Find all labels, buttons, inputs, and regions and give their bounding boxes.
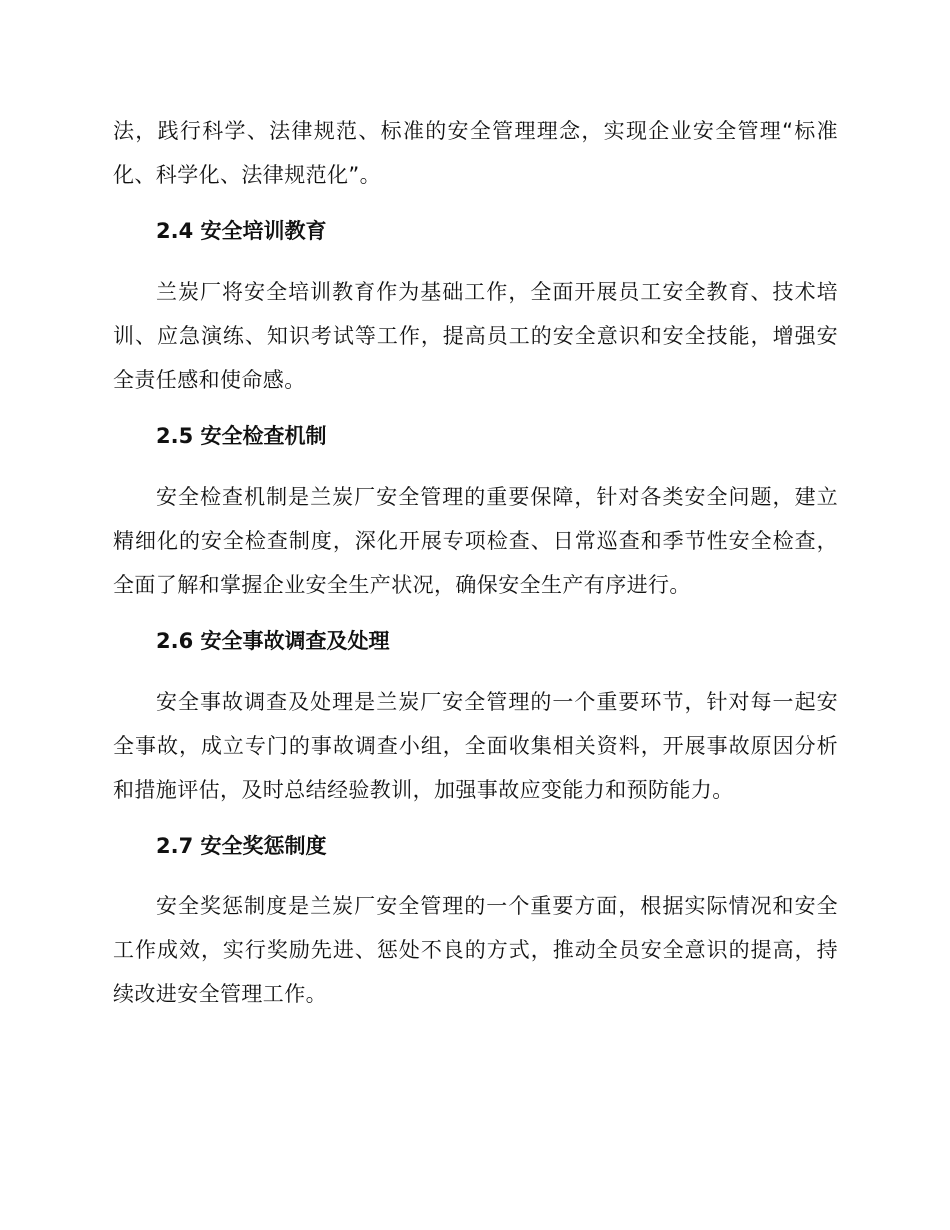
intro-line-1: 法，践行科学、法律规范、标准的安全管理理念，实现企业安全管理“标准 <box>113 119 838 143</box>
section-2-6-line-3: 和措施评估，及时总结经验教训，加强事故应变能力和预防能力。 <box>113 778 734 802</box>
section-heading-2-4: 2.4 安全培训教育 <box>156 219 327 243</box>
section-2-5-line-3: 全面了解和掌握企业安全生产状况，确保安全生产有序进行。 <box>113 573 691 597</box>
intro-line-2: 化、科学化、法律规范化”。 <box>113 163 382 187</box>
section-2-4-line-2: 训、应急演练、知识考试等工作，提高员工的安全意识和安全技能，增强安 <box>113 324 838 348</box>
section-2-7-line-1: 安全奖惩制度是兰炭厂安全管理的一个重要方面，根据实际情况和安全 <box>156 894 838 918</box>
section-2-4-line-3: 全责任感和使命感。 <box>113 368 306 392</box>
section-2-7-line-3: 续改进安全管理工作。 <box>113 982 327 1006</box>
section-heading-2-5: 2.5 安全检查机制 <box>156 424 327 448</box>
section-2-6-line-2: 全事故，成立专门的事故调查小组，全面收集相关资料，开展事故原因分析 <box>113 734 838 758</box>
section-2-6-line-1: 安全事故调查及处理是兰炭厂安全管理的一个重要环节，针对每一起安 <box>156 690 838 714</box>
section-heading-2-7: 2.7 安全奖惩制度 <box>156 834 327 858</box>
section-heading-2-6: 2.6 安全事故调查及处理 <box>156 629 390 653</box>
section-2-5-line-1: 安全检查机制是兰炭厂安全管理的重要保障，针对各类安全问题，建立 <box>156 485 838 509</box>
section-2-7-line-2: 工作成效，实行奖励先进、惩处不良的方式，推动全员安全意识的提高，持 <box>113 938 838 962</box>
section-2-5-line-2: 精细化的安全检查制度，深化开展专项检查、日常巡查和季节性安全检查， <box>113 529 838 553</box>
section-2-4-line-1: 兰炭厂将安全培训教育作为基础工作，全面开展员工安全教育、技术培 <box>156 280 838 304</box>
